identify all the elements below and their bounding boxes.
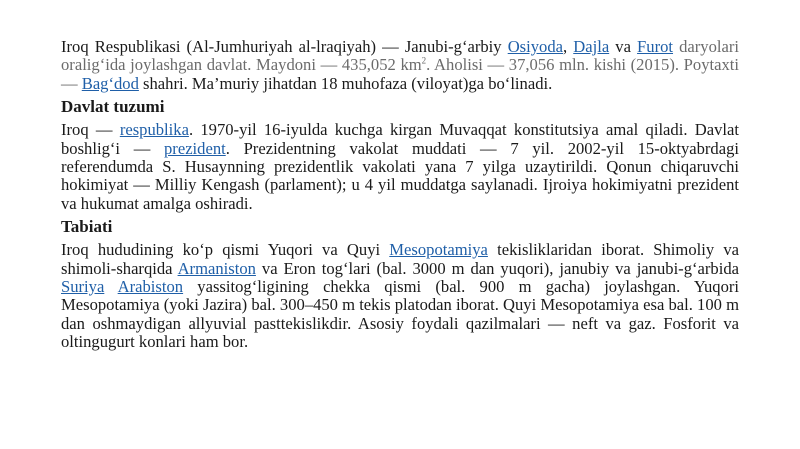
link-dajla[interactable]: Dajla	[573, 37, 610, 56]
text: va	[609, 37, 638, 56]
heading-davlat-tuzumi: Davlat tuzumi	[61, 97, 165, 117]
superscript: 2	[421, 55, 427, 66]
link-osiyoda[interactable]: Osiyoda	[507, 37, 563, 56]
document-body	[61, 38, 739, 352]
text: daryolari oralig‘ida joylashgan davlat. Maydoni — 435,052 km	[61, 37, 740, 75]
text: . Aholisi — 37,056 mln. kishi (2015). Poytaxti —	[61, 55, 739, 93]
link-respublika[interactable]: respublika	[119, 120, 189, 140]
text: shahri. Ma’muriy jihatdan 18 muhofaza (viloyat)ga bo‘linadi.	[138, 73, 553, 93]
paragraph-intro	[61, 38, 739, 93]
text	[104, 277, 117, 296]
link-furot[interactable]: Furot	[637, 37, 674, 56]
heading-tabiati: Tabiati	[61, 217, 113, 237]
link-mesopotamiya[interactable]: Mesopotamiya	[389, 240, 488, 260]
link-bagdod[interactable]: Bag‘dod	[81, 73, 139, 93]
paragraph-government	[61, 121, 739, 213]
text: Iroq hududining ko‘p qismi Yuqori va Quyi	[61, 240, 390, 260]
text: va Eron tog‘lari (bal. 3000 m dan yuqori), janubiy va janubi-g‘arbida	[255, 258, 739, 278]
text: . Prezidentning vakolat muddati — 7 yil. 2002-yil 15-oktyabrdagi referendumda S. Husaynning prezidentlik vakolati yana 7 yilga uzaytirildi. Qonun chiqaruvchi hokimiyat — Milliy Kengash (parlament); u 4 yil muddatga saylanadi. Ijroiya hokimiyatni prezident va hukumat amalga oshiradi.	[61, 138, 739, 213]
text: Iroq —	[61, 120, 120, 140]
text: . 1970-yil 16-iyulda kuchga kirgan Muvaqqat konstitutsiya amal qiladi. Davlat boshlig‘i —	[61, 120, 739, 158]
link-prezident[interactable]: prezident	[164, 138, 226, 158]
link-armaniston[interactable]: Armaniston	[177, 258, 256, 278]
text: yassitog‘ligining chekka qismi (bal. 900 m gacha) joylashgan. Yuqori Mesopotamiya (yoki Jazira) bal. 300–450 m tekis platodan iborat. Quyi Mesopotamiya esa bal. 100 m dan oshmaydigan allyuvial pasttekislikdir. Asosiy foydali qazilmalari — neft va gaz. Fosforit va oltingugurt konlari ham bor.	[61, 277, 740, 352]
text: tekisliklaridan iborat. Shimoliy va shimoli-sharqida	[61, 240, 739, 278]
link-suriya[interactable]: Suriya	[61, 277, 105, 297]
text: Iroq Respublikasi (Al-Jumhuriyah al-lraqiyah) — Janubi-g‘arbiy	[61, 37, 508, 56]
link-arabiston[interactable]: Arabiston	[117, 277, 184, 297]
paragraph-nature	[61, 241, 739, 351]
text: ,	[563, 37, 574, 56]
